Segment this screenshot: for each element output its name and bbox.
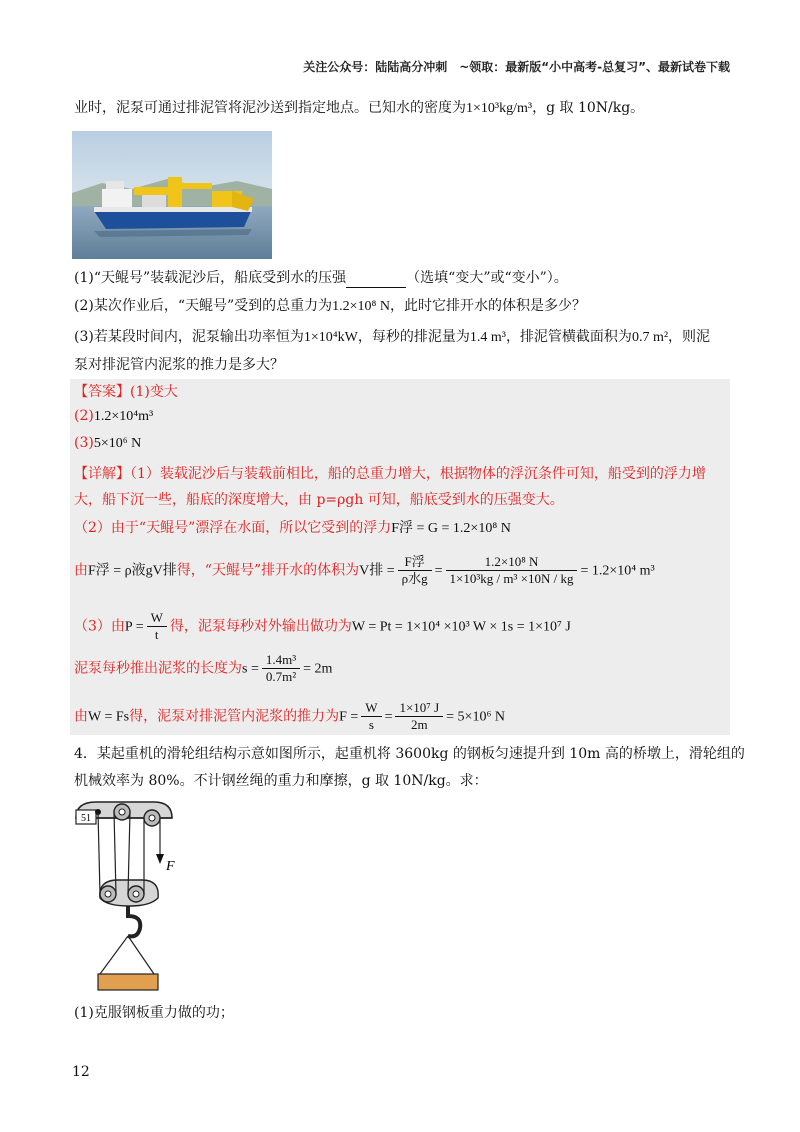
answer-3-value: 5×10⁶ N	[93, 436, 142, 451]
detail-p3-frac1	[398, 554, 432, 587]
page-number: 12	[72, 1064, 90, 1080]
frac-w: W	[147, 610, 167, 627]
intro-line	[74, 98, 644, 119]
water-density: 1×10³kg/m³	[466, 101, 533, 116]
q3-text-b: ，每秒的排泥量为	[357, 329, 470, 345]
detail-p6-result: = 5×10⁶ N	[446, 709, 505, 725]
frac1-num: F浮	[398, 554, 432, 571]
q3-volume: 1.4 m³	[469, 330, 506, 345]
question-4-line-1: 4．某起重机的滑轮组结构示意如图所示，起重机将 3600kg 的钢板匀速提升到 10m 高的桥墩上，滑轮组的	[74, 746, 745, 762]
frac2-num: 1.2×10⁸ N	[446, 554, 578, 571]
q3-area: 0.7 m²	[631, 330, 669, 345]
force-label: F	[166, 859, 175, 874]
detail-p3-eq1: F浮 = ρ液gV排	[88, 563, 177, 579]
detail-p2: （2）由于“天鲲号”漂浮在水面，所以它受到的浮力	[74, 520, 392, 536]
detail-line-3	[74, 518, 511, 539]
intro-g: ，g 取 10N/kg。	[532, 100, 645, 116]
q3-text-c: ，排泥管横截面积为	[505, 329, 632, 345]
answer-label: 【答案】	[74, 384, 130, 400]
detail-p4-b: 得，泥泵每秒对外输出做功为	[169, 618, 352, 635]
detail-line-2: 大，船下沉一些，船底的深度增大，由 p=ρgh 可知，船底受到水的压强变大。	[74, 492, 564, 508]
fig-label: 51	[81, 813, 91, 824]
q2-gravity-value: 1.2×10⁸ N	[332, 299, 391, 314]
q2-text-b: ，此时它排开水的体积是多少？	[390, 298, 587, 314]
detail-line-6	[74, 652, 332, 685]
q2-text-a: (2)某次作业后，“天鲲号”受到的总重力为	[74, 298, 333, 314]
frac1-den: ρ水g	[401, 571, 428, 586]
frac-volume: 1.4m³	[262, 652, 300, 669]
detail-line-7: 由W = Fs得，泥泵对排泥管内泥浆的推力为F = $\frac{W}{s}$ = $\frac{\text{1×10⁷ J}}{2m}$ = 5×10⁶ N	[74, 700, 505, 732]
detail-p6-a: 由	[74, 708, 88, 725]
detail-p3-frac2	[446, 554, 578, 587]
detail-p6-b: 得，泥泵对排泥管内泥浆的推力为	[129, 708, 340, 725]
detail-p1-line1: （1）装载泥沙后与装载前相比，船的总重力增大，根据物体的浮沉条件可知，船受到的浮力增	[130, 466, 706, 482]
detail-p6-lhs: F =	[339, 709, 359, 725]
answer-2-label: (2)	[74, 408, 94, 424]
detail-p4-eq2: W = Pt = 1×10⁴ ×10³ W × 1s = 1×10⁷ J	[351, 619, 571, 635]
answer-line-1	[74, 382, 178, 402]
detail-p6-frac2	[395, 700, 443, 733]
detail-p5-a: 泥泵每秒推出泥浆的长度为	[74, 660, 242, 677]
detail-line-1	[74, 464, 706, 484]
detail-p5-lhs: s =	[242, 661, 259, 677]
detail-p3-result: = 1.2×10⁴ m³	[580, 563, 655, 579]
frac-s: s	[368, 717, 374, 732]
frac-t: t	[154, 627, 159, 642]
answer-3-label: (3)	[74, 435, 94, 451]
detail-line-4: 由F浮 = ρ液gV排得，“天鲲号”排开水的体积为V排 = $\frac{\text{F浮}}{\text{ρ水g}}$ = $\frac{\text{1.2×10⁸ N}}{\text{1×10³kg / m³ ×10N / kg}}$ = 1.2×10⁴ m³	[74, 554, 655, 586]
q1-answer-blank[interactable]	[346, 273, 406, 288]
q3-text-a: (3)若某段时间内，泥泵输出功率恒为	[74, 329, 304, 345]
q1-suffix: （选填“变大”或“变小”）。	[406, 270, 568, 286]
detail-p6-frac1	[361, 700, 381, 733]
answer-1: (1)变大	[130, 384, 178, 400]
frac-length: 2m	[411, 717, 428, 732]
detail-p5-result: = 2m	[303, 661, 333, 677]
frac2-den: 1×10³kg / m³ ×10N / kg	[449, 571, 574, 586]
detail-p4-frac	[147, 610, 167, 643]
question-3-line-1	[74, 327, 710, 348]
detail-p3-b: 得，“天鲲号”排开水的体积为	[176, 562, 360, 579]
detail-p4-a: （3）由	[74, 618, 125, 635]
answer-line-2	[74, 406, 153, 427]
detail-p5-frac	[262, 652, 300, 685]
answer-line-3	[74, 433, 141, 454]
detail-p3-a: 由	[74, 562, 88, 579]
detail-label: 【详解】	[74, 466, 130, 482]
answer-2-value: 1.2×10⁴m³	[93, 409, 154, 424]
page-header: 关注公众号：陆陆高分冲刺 ~领取：最新版“小中高考-总复习”、最新试卷下载	[303, 60, 730, 74]
detail-p6-eq1: W = Fs	[88, 709, 130, 725]
detail-p4-eq1-lhs: P =	[124, 619, 144, 635]
question-4-sub-1: (1)克服钢板重力做的功；	[74, 1005, 234, 1021]
pulley-diagram	[72, 798, 182, 993]
question-1	[74, 268, 568, 288]
ship-photo	[72, 131, 272, 259]
detail-p2-eq: F浮 = G = 1.2×10⁸ N	[391, 521, 511, 536]
q3-text-d: ，则泥	[668, 329, 711, 345]
frac-w2: W	[361, 700, 381, 717]
q1-prefix: (1)“天鲲号”装载泥沙后，船底受到水的压强	[74, 270, 347, 286]
intro-text: 业时，泥泵可通过排泥管将泥沙送到指定地点。已知水的密度为	[74, 100, 466, 116]
frac-area: 0.7m²	[265, 669, 297, 684]
question-4-line-2: 机械效率为 80%。不计钢丝绳的重力和摩擦，g 取 10N/kg。求：	[74, 773, 488, 789]
question-3-line-2: 泵对排泥管内泥浆的推力是多大？	[74, 357, 284, 373]
detail-line-5	[74, 610, 571, 643]
detail-p3-eq2-lhs: V排 =	[359, 563, 395, 579]
question-2	[74, 296, 586, 317]
q3-power: 1×10⁴kW	[303, 330, 358, 345]
frac-work: 1×10⁷ J	[395, 700, 443, 717]
